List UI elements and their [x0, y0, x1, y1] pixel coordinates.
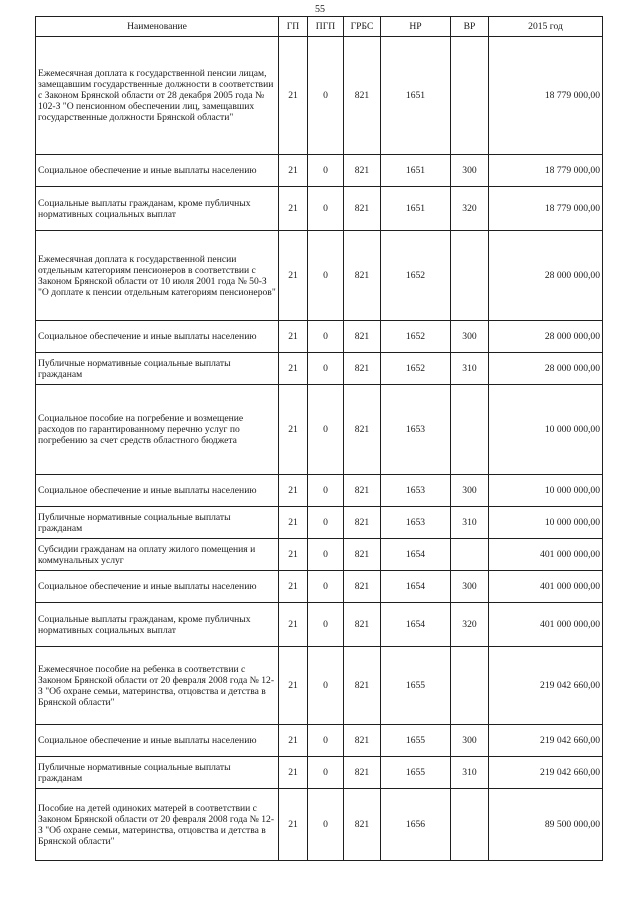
row-grbs-cell: 821 — [344, 353, 381, 385]
row-gp-cell: 21 — [279, 603, 308, 647]
row-pgp-cell: 0 — [308, 757, 344, 789]
row-pgp-cell: 0 — [308, 475, 344, 507]
row-nr-cell: 1654 — [381, 603, 451, 647]
row-nr-cell: 1651 — [381, 37, 451, 155]
row-pgp-cell: 0 — [308, 725, 344, 757]
row-nr-cell: 1653 — [381, 475, 451, 507]
row-pgp-cell: 0 — [308, 539, 344, 571]
row-pgp-cell: 0 — [308, 321, 344, 353]
row-name-cell: Ежемесячное пособие на ребенка в соответствии с Законом Брянской области от 20 февраля 2008 года № 12-З "Об охране семьи, материнства, отцовства и детства в Брянской области" — [36, 647, 279, 725]
row-vr-cell — [451, 385, 489, 475]
row-name-cell: Публичные нормативные социальные выплаты гражданам — [36, 507, 279, 539]
column-header-gp: ГП — [279, 17, 308, 37]
row-pgp-cell: 0 — [308, 603, 344, 647]
row-vr-cell: 320 — [451, 603, 489, 647]
row-vr-cell: 300 — [451, 725, 489, 757]
row-amount-cell: 10 000 000,00 — [489, 507, 603, 539]
row-nr-cell: 1654 — [381, 539, 451, 571]
row-name-cell: Публичные нормативные социальные выплаты гражданам — [36, 353, 279, 385]
row-vr-cell: 300 — [451, 571, 489, 603]
table-row — [36, 571, 603, 603]
table-row — [36, 231, 603, 321]
row-pgp-cell: 0 — [308, 155, 344, 187]
row-nr-cell: 1656 — [381, 789, 451, 861]
column-header-pgp: ПГП — [308, 17, 344, 37]
row-gp-cell: 21 — [279, 507, 308, 539]
row-pgp-cell: 0 — [308, 231, 344, 321]
row-vr-cell: 300 — [451, 475, 489, 507]
budget-table — [35, 16, 603, 861]
row-nr-cell: 1651 — [381, 187, 451, 231]
column-header-name: Наименование — [36, 17, 279, 37]
table-row — [36, 321, 603, 353]
table-row — [36, 475, 603, 507]
row-grbs-cell: 821 — [344, 37, 381, 155]
row-nr-cell: 1652 — [381, 353, 451, 385]
row-name-cell: Социальное обеспечение и иные выплаты населению — [36, 571, 279, 603]
row-grbs-cell: 821 — [344, 647, 381, 725]
row-gp-cell: 21 — [279, 353, 308, 385]
table-row — [36, 507, 603, 539]
row-vr-cell: 310 — [451, 757, 489, 789]
row-name-cell: Социальное обеспечение и иные выплаты населению — [36, 155, 279, 187]
row-gp-cell: 21 — [279, 475, 308, 507]
table-header-row — [36, 17, 603, 37]
row-name-cell: Социальное обеспечение и иные выплаты населению — [36, 475, 279, 507]
table-row — [36, 757, 603, 789]
row-name-cell: Социальное обеспечение и иные выплаты населению — [36, 321, 279, 353]
row-gp-cell: 21 — [279, 321, 308, 353]
row-grbs-cell: 821 — [344, 155, 381, 187]
row-pgp-cell: 0 — [308, 789, 344, 861]
row-nr-cell: 1654 — [381, 571, 451, 603]
row-grbs-cell: 821 — [344, 725, 381, 757]
table-row — [36, 37, 603, 155]
row-amount-cell: 10 000 000,00 — [489, 475, 603, 507]
row-gp-cell: 21 — [279, 571, 308, 603]
page-number: 55 — [315, 4, 325, 15]
row-grbs-cell: 821 — [344, 757, 381, 789]
row-pgp-cell: 0 — [308, 647, 344, 725]
row-name-cell: Социальные выплаты гражданам, кроме публичных нормативных социальных выплат — [36, 603, 279, 647]
row-vr-cell — [451, 231, 489, 321]
row-amount-cell: 219 042 660,00 — [489, 647, 603, 725]
table-row — [36, 725, 603, 757]
row-gp-cell: 21 — [279, 231, 308, 321]
row-amount-cell: 401 000 000,00 — [489, 539, 603, 571]
row-gp-cell: 21 — [279, 385, 308, 475]
column-header-vr: ВР — [451, 17, 489, 37]
row-grbs-cell: 821 — [344, 187, 381, 231]
row-vr-cell: 300 — [451, 321, 489, 353]
table-row — [36, 603, 603, 647]
row-vr-cell: 310 — [451, 507, 489, 539]
row-grbs-cell: 821 — [344, 571, 381, 603]
row-amount-cell: 219 042 660,00 — [489, 725, 603, 757]
table-row — [36, 539, 603, 571]
row-name-cell: Социальное обеспечение и иные выплаты населению — [36, 725, 279, 757]
row-amount-cell: 10 000 000,00 — [489, 385, 603, 475]
row-amount-cell: 18 779 000,00 — [489, 155, 603, 187]
row-amount-cell: 28 000 000,00 — [489, 231, 603, 321]
row-pgp-cell: 0 — [308, 507, 344, 539]
row-amount-cell: 18 779 000,00 — [489, 187, 603, 231]
row-amount-cell: 18 779 000,00 — [489, 37, 603, 155]
column-header-year-2015: 2015 год — [489, 17, 603, 37]
row-name-cell: Субсидии гражданам на оплату жилого помещения и коммунальных услуг — [36, 539, 279, 571]
row-nr-cell: 1655 — [381, 757, 451, 789]
row-gp-cell: 21 — [279, 187, 308, 231]
row-vr-cell: 320 — [451, 187, 489, 231]
row-grbs-cell: 821 — [344, 789, 381, 861]
row-vr-cell — [451, 789, 489, 861]
row-amount-cell: 219 042 660,00 — [489, 757, 603, 789]
row-grbs-cell: 821 — [344, 475, 381, 507]
row-nr-cell: 1655 — [381, 647, 451, 725]
row-amount-cell: 28 000 000,00 — [489, 321, 603, 353]
row-grbs-cell: 821 — [344, 321, 381, 353]
row-amount-cell: 89 500 000,00 — [489, 789, 603, 861]
row-gp-cell: 21 — [279, 789, 308, 861]
row-name-cell: Социальные выплаты гражданам, кроме публичных нормативных социальных выплат — [36, 187, 279, 231]
row-name-cell: Пособие на детей одиноких матерей в соответствии с Законом Брянской области от 20 февраля 2008 года № 12-З "Об охране семьи, материнства, отцовства и детства в Брянской области" — [36, 789, 279, 861]
row-nr-cell: 1655 — [381, 725, 451, 757]
row-vr-cell — [451, 539, 489, 571]
row-gp-cell: 21 — [279, 647, 308, 725]
row-pgp-cell: 0 — [308, 571, 344, 603]
row-nr-cell: 1652 — [381, 321, 451, 353]
row-name-cell: Ежемесячная доплата к государственной пенсии лицам, замещавшим государственные должности в соответствии с Законом Брянской области от 28 декабря 2005 года № 102-З "О пенсионном обеспечении лиц, замещавших государственные должности Брянской области" — [36, 37, 279, 155]
row-nr-cell: 1653 — [381, 507, 451, 539]
row-vr-cell: 300 — [451, 155, 489, 187]
row-vr-cell — [451, 647, 489, 725]
table-row — [36, 187, 603, 231]
row-pgp-cell: 0 — [308, 37, 344, 155]
row-pgp-cell: 0 — [308, 187, 344, 231]
row-gp-cell: 21 — [279, 725, 308, 757]
row-name-cell: Публичные нормативные социальные выплаты гражданам — [36, 757, 279, 789]
row-vr-cell — [451, 37, 489, 155]
row-grbs-cell: 821 — [344, 385, 381, 475]
row-nr-cell: 1651 — [381, 155, 451, 187]
row-name-cell: Социальное пособие на погребение и возмещение расходов по гарантированному перечню услуг по погребению за счет средств областного бюджета — [36, 385, 279, 475]
row-amount-cell: 401 000 000,00 — [489, 603, 603, 647]
row-pgp-cell: 0 — [308, 385, 344, 475]
row-nr-cell: 1653 — [381, 385, 451, 475]
row-amount-cell: 401 000 000,00 — [489, 571, 603, 603]
column-header-nr: НР — [381, 17, 451, 37]
row-amount-cell: 28 000 000,00 — [489, 353, 603, 385]
table-row — [36, 385, 603, 475]
table-row — [36, 647, 603, 725]
row-pgp-cell: 0 — [308, 353, 344, 385]
row-nr-cell: 1652 — [381, 231, 451, 321]
row-vr-cell: 310 — [451, 353, 489, 385]
table-row — [36, 155, 603, 187]
table-row — [36, 353, 603, 385]
table-row — [36, 789, 603, 861]
row-gp-cell: 21 — [279, 155, 308, 187]
row-name-cell: Ежемесячная доплата к государственной пенсии отдельным категориям пенсионеров в соответствии с Законом Брянской области от 10 июля 2001 года № 50-З "О доплате к пенсии отдельным категориям пенсионеров" — [36, 231, 279, 321]
column-header-grbs: ГРБС — [344, 17, 381, 37]
row-grbs-cell: 821 — [344, 539, 381, 571]
row-grbs-cell: 821 — [344, 603, 381, 647]
row-gp-cell: 21 — [279, 37, 308, 155]
row-grbs-cell: 821 — [344, 231, 381, 321]
row-gp-cell: 21 — [279, 757, 308, 789]
row-gp-cell: 21 — [279, 539, 308, 571]
row-grbs-cell: 821 — [344, 507, 381, 539]
